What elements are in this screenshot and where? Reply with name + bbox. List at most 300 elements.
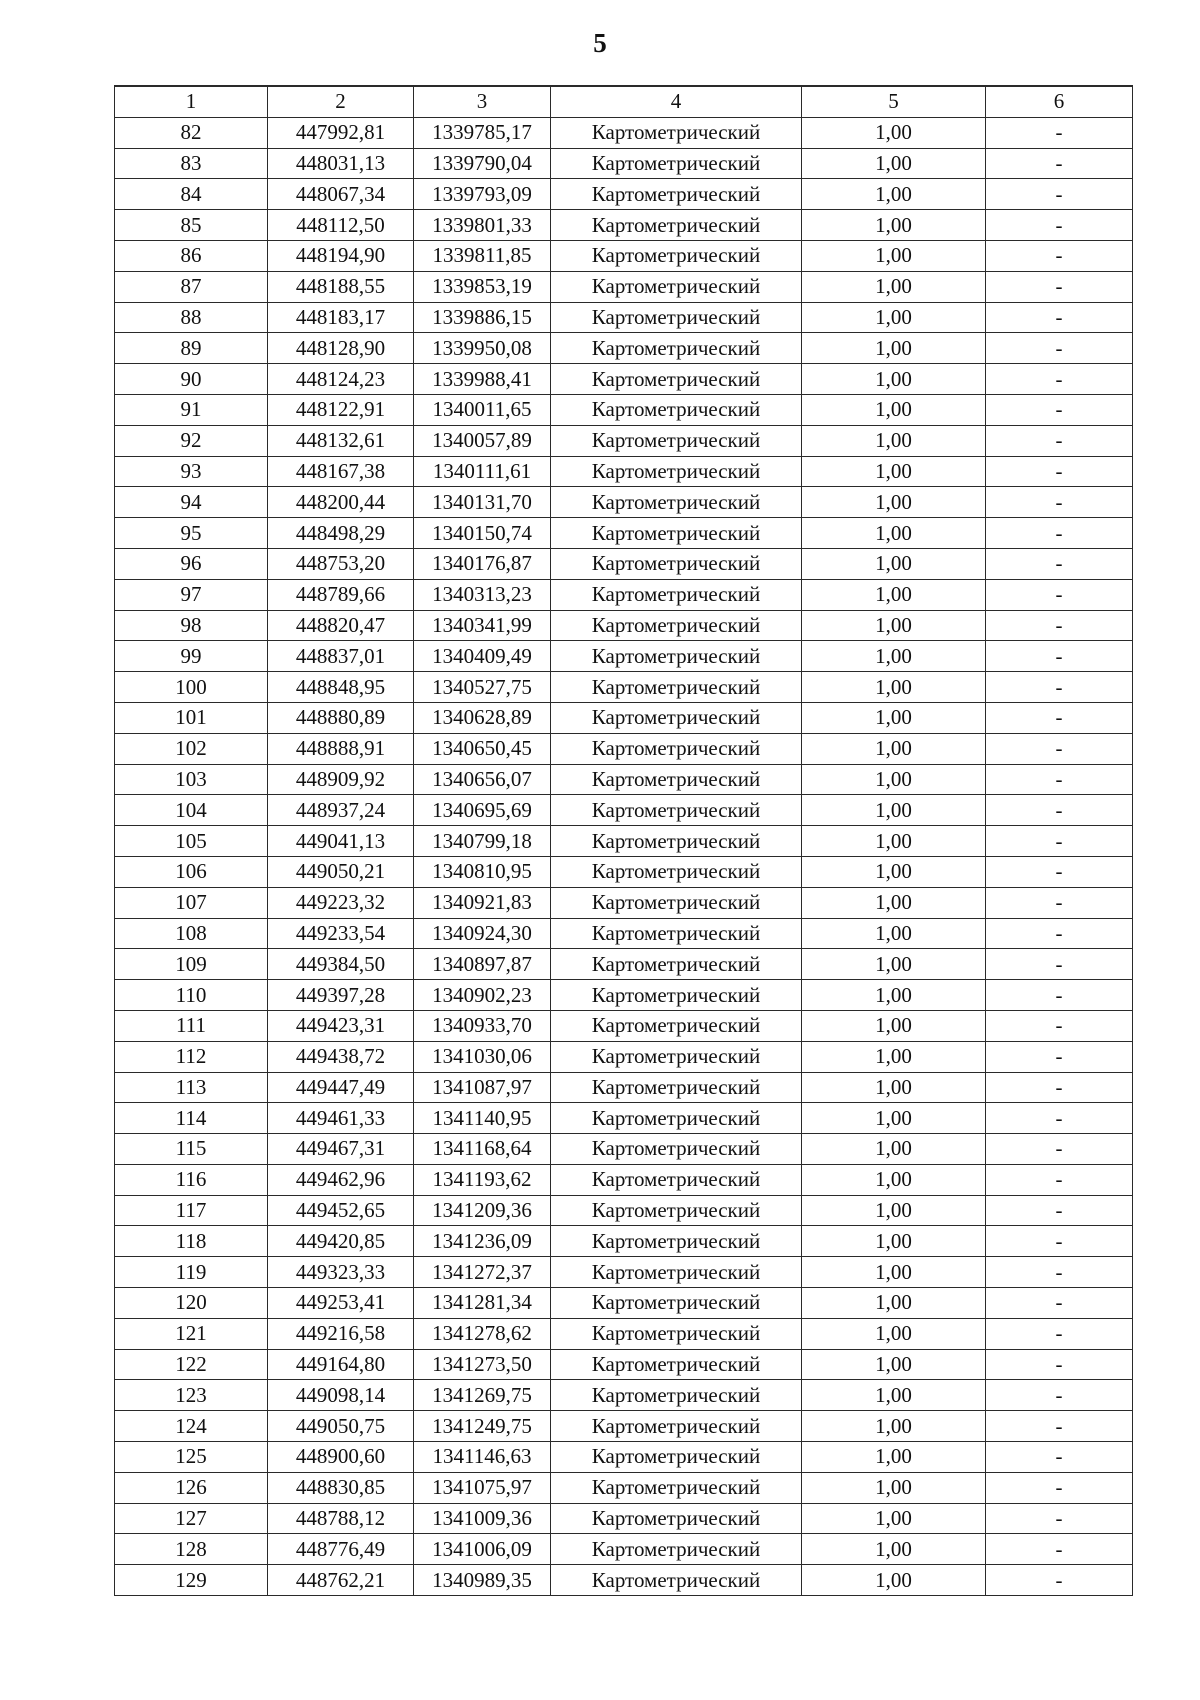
cell-x-coordinate: 449216,58	[268, 1318, 414, 1349]
cell-point-number: 108	[115, 918, 268, 949]
cell-x-coordinate: 449050,75	[268, 1411, 414, 1442]
table-row	[115, 1534, 1133, 1565]
cell-description: -	[986, 795, 1133, 826]
cell-accuracy: 1,00	[802, 487, 986, 518]
table-row	[115, 856, 1133, 887]
cell-y-coordinate: 1340897,87	[414, 949, 551, 980]
cell-x-coordinate: 448498,29	[268, 518, 414, 549]
table-row	[115, 1503, 1133, 1534]
cell-point-number: 89	[115, 333, 268, 364]
cell-x-coordinate: 448880,89	[268, 702, 414, 733]
cell-description: -	[986, 333, 1133, 364]
cell-y-coordinate: 1341087,97	[414, 1072, 551, 1103]
cell-y-coordinate: 1341168,64	[414, 1134, 551, 1165]
cell-y-coordinate: 1341236,09	[414, 1226, 551, 1257]
cell-x-coordinate: 448820,47	[268, 610, 414, 641]
cell-description: -	[986, 1257, 1133, 1288]
cell-description: -	[986, 887, 1133, 918]
cell-accuracy: 1,00	[802, 548, 986, 579]
table-row	[115, 456, 1133, 487]
header-cell: 4	[551, 86, 802, 117]
cell-accuracy: 1,00	[802, 1226, 986, 1257]
cell-accuracy: 1,00	[802, 610, 986, 641]
cell-accuracy: 1,00	[802, 518, 986, 549]
cell-method: Картометрический	[551, 1134, 802, 1165]
cell-point-number: 126	[115, 1472, 268, 1503]
cell-method: Картометрический	[551, 949, 802, 980]
cell-x-coordinate: 449467,31	[268, 1134, 414, 1165]
cell-method: Картометрический	[551, 1041, 802, 1072]
cell-accuracy: 1,00	[802, 1195, 986, 1226]
cell-y-coordinate: 1340628,89	[414, 702, 551, 733]
coordinates-table	[114, 85, 1133, 1596]
cell-point-number: 115	[115, 1134, 268, 1165]
cell-description: -	[986, 672, 1133, 703]
cell-y-coordinate: 1339793,09	[414, 179, 551, 210]
cell-method: Картометрический	[551, 1226, 802, 1257]
table-row	[115, 364, 1133, 395]
cell-description: -	[986, 179, 1133, 210]
table-row	[115, 702, 1133, 733]
cell-accuracy: 1,00	[802, 425, 986, 456]
cell-method: Картометрический	[551, 702, 802, 733]
cell-description: -	[986, 548, 1133, 579]
cell-description: -	[986, 1534, 1133, 1565]
cell-x-coordinate: 448183,17	[268, 302, 414, 333]
cell-method: Картометрический	[551, 1318, 802, 1349]
cell-accuracy: 1,00	[802, 641, 986, 672]
cell-x-coordinate: 449050,21	[268, 856, 414, 887]
cell-x-coordinate: 448789,66	[268, 579, 414, 610]
cell-description: -	[986, 271, 1133, 302]
header-cell: 2	[268, 86, 414, 117]
cell-point-number: 91	[115, 394, 268, 425]
cell-x-coordinate: 448031,13	[268, 148, 414, 179]
cell-y-coordinate: 1339886,15	[414, 302, 551, 333]
cell-point-number: 113	[115, 1072, 268, 1103]
cell-y-coordinate: 1340695,69	[414, 795, 551, 826]
table-row	[115, 1010, 1133, 1041]
cell-method: Картометрический	[551, 179, 802, 210]
cell-y-coordinate: 1340810,95	[414, 856, 551, 887]
cell-accuracy: 1,00	[802, 1349, 986, 1380]
cell-description: -	[986, 1195, 1133, 1226]
cell-accuracy: 1,00	[802, 856, 986, 887]
table-row	[115, 1442, 1133, 1473]
cell-accuracy: 1,00	[802, 148, 986, 179]
cell-description: -	[986, 1503, 1133, 1534]
cell-point-number: 118	[115, 1226, 268, 1257]
cell-accuracy: 1,00	[802, 210, 986, 241]
table-row	[115, 918, 1133, 949]
cell-description: -	[986, 394, 1133, 425]
table-body	[115, 86, 1133, 1596]
cell-method: Картометрический	[551, 117, 802, 148]
cell-x-coordinate: 448167,38	[268, 456, 414, 487]
cell-description: -	[986, 579, 1133, 610]
table-row	[115, 179, 1133, 210]
cell-point-number: 90	[115, 364, 268, 395]
cell-point-number: 105	[115, 826, 268, 857]
cell-y-coordinate: 1341269,75	[414, 1380, 551, 1411]
cell-accuracy: 1,00	[802, 302, 986, 333]
table-row	[115, 271, 1133, 302]
cell-point-number: 119	[115, 1257, 268, 1288]
cell-accuracy: 1,00	[802, 826, 986, 857]
cell-accuracy: 1,00	[802, 1565, 986, 1596]
table-row	[115, 672, 1133, 703]
cell-method: Картометрический	[551, 548, 802, 579]
cell-y-coordinate: 1339950,08	[414, 333, 551, 364]
table-row	[115, 1257, 1133, 1288]
cell-accuracy: 1,00	[802, 333, 986, 364]
cell-method: Картометрический	[551, 1257, 802, 1288]
cell-accuracy: 1,00	[802, 733, 986, 764]
cell-point-number: 88	[115, 302, 268, 333]
cell-point-number: 120	[115, 1288, 268, 1319]
cell-x-coordinate: 448122,91	[268, 394, 414, 425]
cell-x-coordinate: 448788,12	[268, 1503, 414, 1534]
cell-accuracy: 1,00	[802, 1380, 986, 1411]
cell-description: -	[986, 918, 1133, 949]
cell-point-number: 83	[115, 148, 268, 179]
table-row	[115, 980, 1133, 1011]
cell-accuracy: 1,00	[802, 579, 986, 610]
cell-x-coordinate: 449461,33	[268, 1103, 414, 1134]
cell-point-number: 102	[115, 733, 268, 764]
cell-y-coordinate: 1341030,06	[414, 1041, 551, 1072]
table-row	[115, 148, 1133, 179]
table-row	[115, 1472, 1133, 1503]
cell-y-coordinate: 1340341,99	[414, 610, 551, 641]
table-header-row	[115, 86, 1133, 117]
cell-x-coordinate: 449098,14	[268, 1380, 414, 1411]
table-row	[115, 210, 1133, 241]
cell-description: -	[986, 1411, 1133, 1442]
cell-description: -	[986, 1472, 1133, 1503]
cell-point-number: 107	[115, 887, 268, 918]
cell-point-number: 101	[115, 702, 268, 733]
table-row	[115, 610, 1133, 641]
cell-accuracy: 1,00	[802, 1103, 986, 1134]
cell-x-coordinate: 448124,23	[268, 364, 414, 395]
cell-method: Картометрический	[551, 980, 802, 1011]
cell-y-coordinate: 1340057,89	[414, 425, 551, 456]
cell-accuracy: 1,00	[802, 764, 986, 795]
cell-y-coordinate: 1340656,07	[414, 764, 551, 795]
cell-point-number: 97	[115, 579, 268, 610]
table-row	[115, 1411, 1133, 1442]
cell-method: Картометрический	[551, 1472, 802, 1503]
cell-y-coordinate: 1341278,62	[414, 1318, 551, 1349]
cell-description: -	[986, 1072, 1133, 1103]
cell-method: Картометрический	[551, 148, 802, 179]
cell-method: Картометрический	[551, 641, 802, 672]
cell-y-coordinate: 1341146,63	[414, 1442, 551, 1473]
cell-accuracy: 1,00	[802, 1472, 986, 1503]
cell-x-coordinate: 448909,92	[268, 764, 414, 795]
table-row	[115, 1226, 1133, 1257]
cell-point-number: 103	[115, 764, 268, 795]
cell-y-coordinate: 1339801,33	[414, 210, 551, 241]
table-row	[115, 333, 1133, 364]
table-row	[115, 1195, 1133, 1226]
cell-y-coordinate: 1339790,04	[414, 148, 551, 179]
cell-method: Картометрический	[551, 856, 802, 887]
table-row	[115, 1164, 1133, 1195]
cell-description: -	[986, 364, 1133, 395]
cell-y-coordinate: 1340176,87	[414, 548, 551, 579]
cell-method: Картометрический	[551, 394, 802, 425]
cell-y-coordinate: 1341075,97	[414, 1472, 551, 1503]
cell-x-coordinate: 449164,80	[268, 1349, 414, 1380]
cell-point-number: 94	[115, 487, 268, 518]
cell-x-coordinate: 449041,13	[268, 826, 414, 857]
table-row	[115, 1103, 1133, 1134]
cell-x-coordinate: 448848,95	[268, 672, 414, 703]
cell-method: Картометрический	[551, 1534, 802, 1565]
cell-x-coordinate: 448112,50	[268, 210, 414, 241]
cell-method: Картометрический	[551, 1349, 802, 1380]
cell-y-coordinate: 1339811,85	[414, 240, 551, 271]
cell-accuracy: 1,00	[802, 240, 986, 271]
cell-description: -	[986, 1226, 1133, 1257]
cell-point-number: 87	[115, 271, 268, 302]
table-row	[115, 764, 1133, 795]
cell-x-coordinate: 449233,54	[268, 918, 414, 949]
cell-method: Картометрический	[551, 1195, 802, 1226]
cell-description: -	[986, 518, 1133, 549]
cell-point-number: 129	[115, 1565, 268, 1596]
cell-x-coordinate: 449223,32	[268, 887, 414, 918]
table-row	[115, 795, 1133, 826]
cell-x-coordinate: 448132,61	[268, 425, 414, 456]
cell-description: -	[986, 1134, 1133, 1165]
table-row	[115, 1072, 1133, 1103]
table-row	[115, 240, 1133, 271]
cell-point-number: 111	[115, 1010, 268, 1041]
cell-x-coordinate: 447992,81	[268, 117, 414, 148]
cell-method: Картометрический	[551, 364, 802, 395]
cell-description: -	[986, 856, 1133, 887]
cell-x-coordinate: 449253,41	[268, 1288, 414, 1319]
cell-y-coordinate: 1340313,23	[414, 579, 551, 610]
cell-method: Картометрический	[551, 271, 802, 302]
cell-accuracy: 1,00	[802, 672, 986, 703]
cell-accuracy: 1,00	[802, 1134, 986, 1165]
table-row	[115, 1318, 1133, 1349]
cell-description: -	[986, 117, 1133, 148]
cell-description: -	[986, 764, 1133, 795]
table-row	[115, 487, 1133, 518]
cell-description: -	[986, 980, 1133, 1011]
cell-accuracy: 1,00	[802, 1411, 986, 1442]
cell-accuracy: 1,00	[802, 1318, 986, 1349]
cell-method: Картометрический	[551, 518, 802, 549]
cell-accuracy: 1,00	[802, 1534, 986, 1565]
cell-point-number: 125	[115, 1442, 268, 1473]
cell-description: -	[986, 1041, 1133, 1072]
cell-accuracy: 1,00	[802, 456, 986, 487]
cell-description: -	[986, 1318, 1133, 1349]
cell-accuracy: 1,00	[802, 1503, 986, 1534]
cell-y-coordinate: 1340409,49	[414, 641, 551, 672]
cell-method: Картометрический	[551, 1565, 802, 1596]
cell-description: -	[986, 949, 1133, 980]
cell-accuracy: 1,00	[802, 1164, 986, 1195]
cell-method: Картометрический	[551, 733, 802, 764]
cell-method: Картометрический	[551, 302, 802, 333]
cell-description: -	[986, 641, 1133, 672]
table-row	[115, 1565, 1133, 1596]
cell-y-coordinate: 1340924,30	[414, 918, 551, 949]
cell-x-coordinate: 449420,85	[268, 1226, 414, 1257]
table-row	[115, 1041, 1133, 1072]
table-row	[115, 579, 1133, 610]
cell-y-coordinate: 1340011,65	[414, 394, 551, 425]
table-row	[115, 949, 1133, 980]
cell-accuracy: 1,00	[802, 887, 986, 918]
cell-method: Картометрический	[551, 1010, 802, 1041]
cell-description: -	[986, 1288, 1133, 1319]
cell-point-number: 123	[115, 1380, 268, 1411]
header-cell: 6	[986, 86, 1133, 117]
table-row	[115, 641, 1133, 672]
cell-method: Картометрический	[551, 887, 802, 918]
cell-accuracy: 1,00	[802, 364, 986, 395]
cell-method: Картометрический	[551, 1288, 802, 1319]
cell-y-coordinate: 1340150,74	[414, 518, 551, 549]
cell-point-number: 99	[115, 641, 268, 672]
cell-accuracy: 1,00	[802, 1288, 986, 1319]
cell-y-coordinate: 1340989,35	[414, 1565, 551, 1596]
cell-description: -	[986, 302, 1133, 333]
cell-x-coordinate: 449397,28	[268, 980, 414, 1011]
cell-description: -	[986, 1565, 1133, 1596]
cell-point-number: 109	[115, 949, 268, 980]
cell-description: -	[986, 702, 1133, 733]
cell-method: Картометрический	[551, 456, 802, 487]
cell-method: Картометрический	[551, 1503, 802, 1534]
cell-accuracy: 1,00	[802, 980, 986, 1011]
cell-x-coordinate: 448200,44	[268, 487, 414, 518]
table-row	[115, 733, 1133, 764]
cell-point-number: 128	[115, 1534, 268, 1565]
cell-point-number: 96	[115, 548, 268, 579]
cell-accuracy: 1,00	[802, 394, 986, 425]
cell-point-number: 84	[115, 179, 268, 210]
cell-x-coordinate: 448753,20	[268, 548, 414, 579]
cell-accuracy: 1,00	[802, 949, 986, 980]
cell-description: -	[986, 456, 1133, 487]
cell-accuracy: 1,00	[802, 271, 986, 302]
cell-y-coordinate: 1341249,75	[414, 1411, 551, 1442]
cell-point-number: 117	[115, 1195, 268, 1226]
cell-method: Картометрический	[551, 333, 802, 364]
cell-accuracy: 1,00	[802, 918, 986, 949]
cell-method: Картометрический	[551, 1103, 802, 1134]
cell-method: Картометрический	[551, 795, 802, 826]
cell-accuracy: 1,00	[802, 117, 986, 148]
cell-method: Картометрический	[551, 1164, 802, 1195]
cell-accuracy: 1,00	[802, 795, 986, 826]
cell-point-number: 92	[115, 425, 268, 456]
cell-description: -	[986, 487, 1133, 518]
cell-x-coordinate: 449452,65	[268, 1195, 414, 1226]
cell-point-number: 93	[115, 456, 268, 487]
cell-y-coordinate: 1340131,70	[414, 487, 551, 518]
cell-x-coordinate: 448776,49	[268, 1534, 414, 1565]
cell-point-number: 104	[115, 795, 268, 826]
cell-accuracy: 1,00	[802, 1442, 986, 1473]
cell-x-coordinate: 448830,85	[268, 1472, 414, 1503]
cell-x-coordinate: 448888,91	[268, 733, 414, 764]
cell-y-coordinate: 1341273,50	[414, 1349, 551, 1380]
cell-x-coordinate: 449447,49	[268, 1072, 414, 1103]
cell-method: Картометрический	[551, 764, 802, 795]
cell-point-number: 86	[115, 240, 268, 271]
cell-method: Картометрический	[551, 487, 802, 518]
cell-description: -	[986, 1103, 1133, 1134]
cell-point-number: 116	[115, 1164, 268, 1195]
cell-accuracy: 1,00	[802, 1010, 986, 1041]
cell-description: -	[986, 1442, 1133, 1473]
cell-y-coordinate: 1341009,36	[414, 1503, 551, 1534]
cell-point-number: 85	[115, 210, 268, 241]
table-row	[115, 302, 1133, 333]
cell-method: Картометрический	[551, 1072, 802, 1103]
cell-y-coordinate: 1340902,23	[414, 980, 551, 1011]
cell-accuracy: 1,00	[802, 1257, 986, 1288]
cell-point-number: 100	[115, 672, 268, 703]
cell-description: -	[986, 425, 1133, 456]
cell-method: Картометрический	[551, 579, 802, 610]
cell-x-coordinate: 448128,90	[268, 333, 414, 364]
table-row	[115, 1380, 1133, 1411]
cell-point-number: 82	[115, 117, 268, 148]
cell-method: Картометрический	[551, 672, 802, 703]
cell-y-coordinate: 1340111,61	[414, 456, 551, 487]
cell-x-coordinate: 448937,24	[268, 795, 414, 826]
table-row	[115, 394, 1133, 425]
cell-y-coordinate: 1340933,70	[414, 1010, 551, 1041]
cell-x-coordinate: 449438,72	[268, 1041, 414, 1072]
cell-point-number: 121	[115, 1318, 268, 1349]
cell-description: -	[986, 148, 1133, 179]
cell-method: Картометрический	[551, 610, 802, 641]
cell-point-number: 106	[115, 856, 268, 887]
cell-x-coordinate: 448762,21	[268, 1565, 414, 1596]
cell-point-number: 122	[115, 1349, 268, 1380]
table-row	[115, 1134, 1133, 1165]
cell-x-coordinate: 448188,55	[268, 271, 414, 302]
table-row	[115, 1288, 1133, 1319]
table-row	[115, 826, 1133, 857]
cell-y-coordinate: 1341006,09	[414, 1534, 551, 1565]
cell-x-coordinate: 448900,60	[268, 1442, 414, 1473]
cell-description: -	[986, 1164, 1133, 1195]
cell-method: Картометрический	[551, 210, 802, 241]
cell-y-coordinate: 1339785,17	[414, 117, 551, 148]
cell-y-coordinate: 1340921,83	[414, 887, 551, 918]
page-number: 5	[593, 28, 607, 58]
cell-y-coordinate: 1341140,95	[414, 1103, 551, 1134]
cell-y-coordinate: 1339853,19	[414, 271, 551, 302]
cell-point-number: 114	[115, 1103, 268, 1134]
header-cell: 1	[115, 86, 268, 117]
cell-method: Картометрический	[551, 826, 802, 857]
cell-x-coordinate: 448194,90	[268, 240, 414, 271]
